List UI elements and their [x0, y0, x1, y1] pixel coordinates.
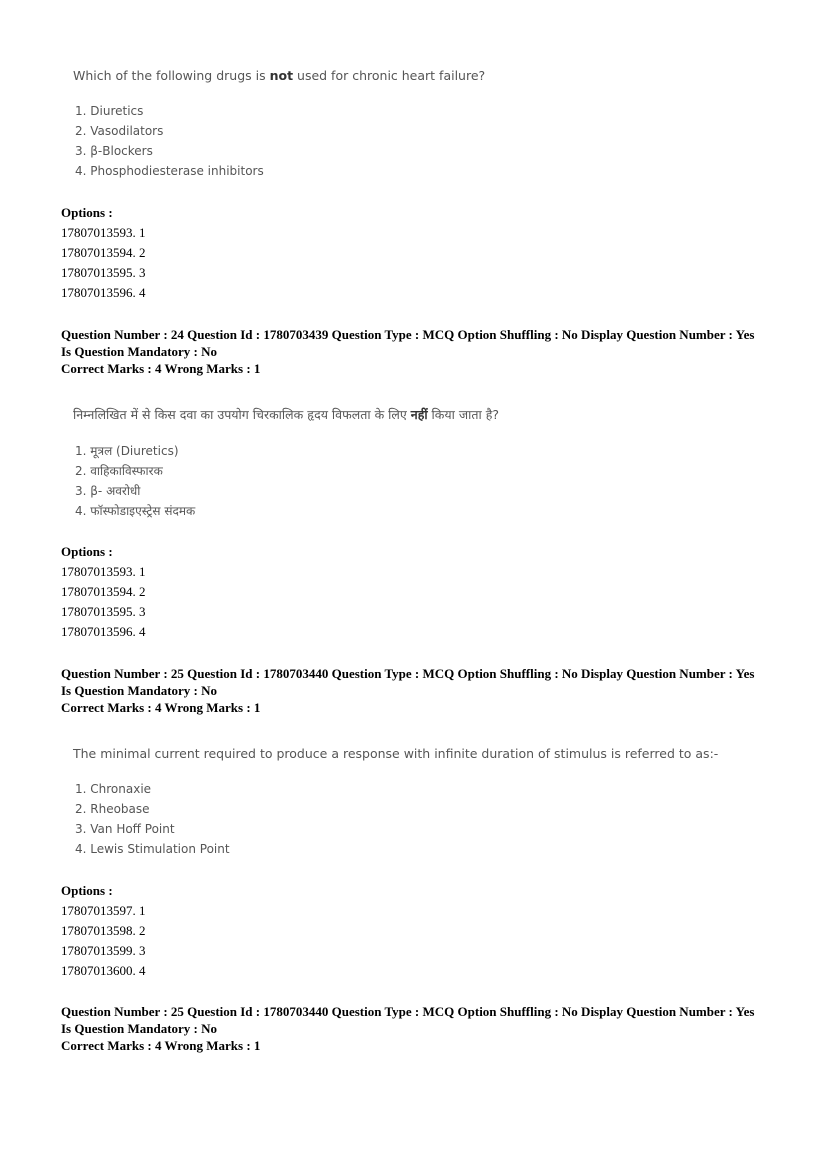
option-id: 17807013595. 3	[61, 265, 146, 280]
choice-item: 2. वाहिकाविस्फारक	[75, 464, 163, 478]
choice-item: 1. मूत्रल (Diuretics)	[75, 444, 179, 458]
choice-list	[70, 101, 790, 181]
options-block-q24	[61, 542, 781, 642]
option-id: 17807013594. 2	[61, 584, 146, 599]
options-block-q25	[61, 881, 781, 981]
question-meta-q25	[61, 665, 781, 716]
choice-item: 4. Lewis Stimulation Point	[75, 842, 230, 856]
question-header-line: Question Number : 24 Question Id : 1780703439 Question Type : MCQ Option Shuffling : No Display Question Number : Yes	[61, 327, 755, 342]
choice-item: 4. Phosphodiesterase inhibitors	[75, 164, 264, 178]
options-label: Options :	[61, 205, 113, 220]
choice-item: 2. Vasodilators	[75, 124, 164, 138]
choice-item: 1. Diuretics	[75, 104, 144, 118]
choice-item: 3. β- अवरोधी	[75, 484, 141, 498]
question-stem: Which of the following drugs is not used for chronic heart failure?	[73, 68, 486, 83]
choice-item: 4. फॉस्फोडाइएस्ट्रेस संदमक	[75, 504, 196, 518]
option-id: 17807013593. 1	[61, 564, 146, 579]
option-id: 17807013597. 1	[61, 903, 146, 918]
marks-line: Correct Marks : 4 Wrong Marks : 1	[61, 361, 261, 376]
options-label: Options :	[61, 544, 113, 559]
choice-list	[70, 779, 790, 859]
options-block-q23	[61, 203, 781, 303]
option-id: 17807013599. 3	[61, 943, 146, 958]
option-id: 17807013596. 4	[61, 624, 146, 639]
question-stem: निम्नलिखित में से किस दवा का उपयोग चिरकालिक हृदय विफलता के लिए नहीं किया जाता है?	[73, 407, 499, 422]
option-id: 17807013598. 2	[61, 923, 146, 938]
option-id: 17807013595. 3	[61, 604, 146, 619]
option-id: 17807013594. 2	[61, 245, 146, 260]
mandatory-line: Is Question Mandatory : No	[61, 683, 218, 698]
question-stem: The minimal current required to produce a response with infinite duration of stimulus is referred to as:-	[73, 746, 719, 761]
option-id: 17807013593. 1	[61, 225, 146, 240]
option-id: 17807013600. 4	[61, 963, 146, 978]
choice-list	[70, 441, 790, 521]
choice-item: 2. Rheobase	[75, 802, 150, 816]
choice-item: 3. β-Blockers	[75, 144, 153, 158]
mandatory-line: Is Question Mandatory : No	[61, 1021, 218, 1036]
question-header-line: Question Number : 25 Question Id : 1780703440 Question Type : MCQ Option Shuffling : No Display Question Number : Yes	[61, 1004, 755, 1019]
marks-line: Correct Marks : 4 Wrong Marks : 1	[61, 700, 261, 715]
question-header-line: Question Number : 25 Question Id : 1780703440 Question Type : MCQ Option Shuffling : No Display Question Number : Yes	[61, 666, 755, 681]
choice-item: 1. Chronaxie	[75, 782, 152, 796]
question-image-q23-english	[70, 68, 790, 181]
mandatory-line: Is Question Mandatory : No	[61, 344, 218, 359]
question-meta-q24	[61, 326, 781, 377]
marks-line: Correct Marks : 4 Wrong Marks : 1	[61, 1038, 261, 1053]
question-meta-q25-repeat	[61, 1003, 781, 1054]
option-id: 17807013596. 4	[61, 285, 146, 300]
options-label: Options :	[61, 883, 113, 898]
question-image-q25-english	[70, 746, 790, 859]
question-image-q24-hindi	[70, 406, 790, 521]
choice-item: 3. Van Hoff Point	[75, 822, 175, 836]
